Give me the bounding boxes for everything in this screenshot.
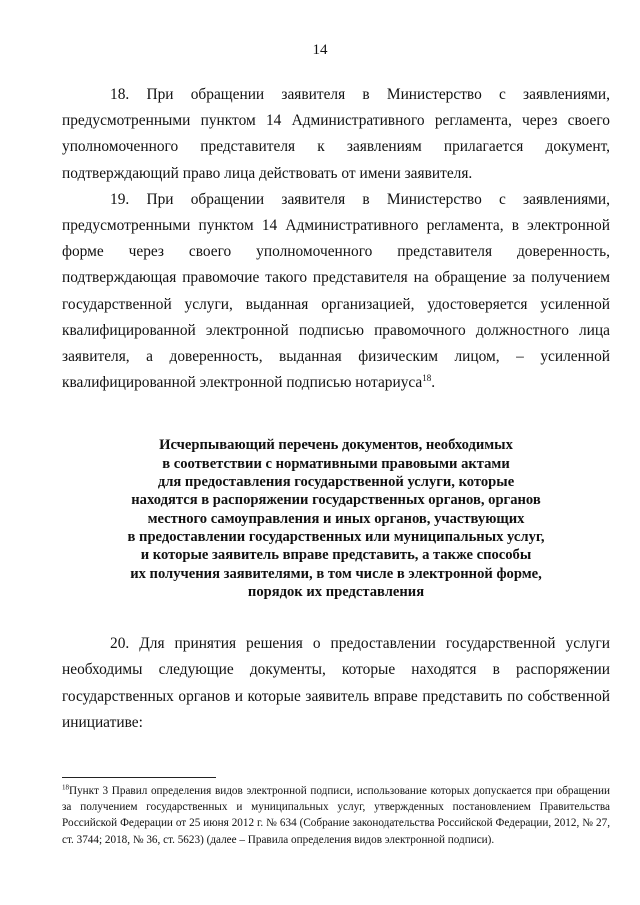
document-body [62,82,610,736]
section-heading [62,436,610,601]
heading-line: в соответствии с нормативными правовыми актами [162,455,510,472]
paragraph-number: 18. [110,86,130,103]
footnote-reference[interactable]: 18 [422,373,432,384]
heading-line: их получения заявителями, в том числе в электронной форме, [130,565,542,582]
paragraph-text: Для принятия решения о предоставлении государственной услуги необходимы следующие документы, которые находятся в распоряжении государственных органов и которые заявитель вправе представить по собственной инициативе: [62,635,610,731]
paragraph-text: При обращении заявителя в Министерство с заявлениями, предусмотренными пунктом 14 Административного регламента, в электронной форме через своего уполномоченного представителя доверенность, подтверждающая правомочие такого представителя на обращение за получением государственной услуги, выданная организацией, удостоверяется усиленной квалифицированной электронной подписью правомочного должностного лица заявителя, а доверенность, выданная физическим лицом, – усиленной квалифицированной электронной подписью нотариуса [62,190,610,392]
footnote-divider [62,777,216,778]
paragraph-text: При обращении заявителя в Министерство с заявлениями, предусмотренными пунктом 14 Административного регламента, через своего уполномоченного представителя к заявлениям прилагается документ, подтверждающий право лица действовать от имени заявителя. [62,86,610,182]
paragraph-number: 20. [110,635,130,653]
heading-line: Исчерпывающий перечень документов, необходимых [159,437,513,454]
footnote-text: Пункт 3 Правил определения видов электронной подписи, использование которых допускается при обращении за получением государственных и муниципальных услуг, утвержденных постановлением Правительства Российской Федерации от 25 июня 2012 г. № 634 (Собрание законодательства Российской Федерации, 2012, № 27, ст. 3744; 2018, № 36, ст. 5623) (далее – Правила определения видов электронной подписи). [62,785,610,846]
heading-line: находятся в распоряжении государственных органов, органов [131,492,541,509]
paragraph-tail: . [431,374,436,392]
paragraph-number: 19. [110,190,130,208]
heading-line: и которые заявитель вправе представить, а также способы [140,547,532,564]
heading-line: в предоставлении государственных или муниципальных услуг, [127,528,545,545]
heading-line: для предоставления государственной услуги, которые [157,474,515,491]
heading-line: местного самоуправления и иных органов, участвующих [147,510,525,527]
page-number: 14 [312,42,328,58]
paragraph-20 [62,631,610,736]
footnote-marker: 18 [62,783,69,792]
paragraph-19 [62,187,610,397]
footnote [62,783,610,848]
paragraph-18 [62,82,610,187]
heading-line: порядок их представления [247,583,425,600]
